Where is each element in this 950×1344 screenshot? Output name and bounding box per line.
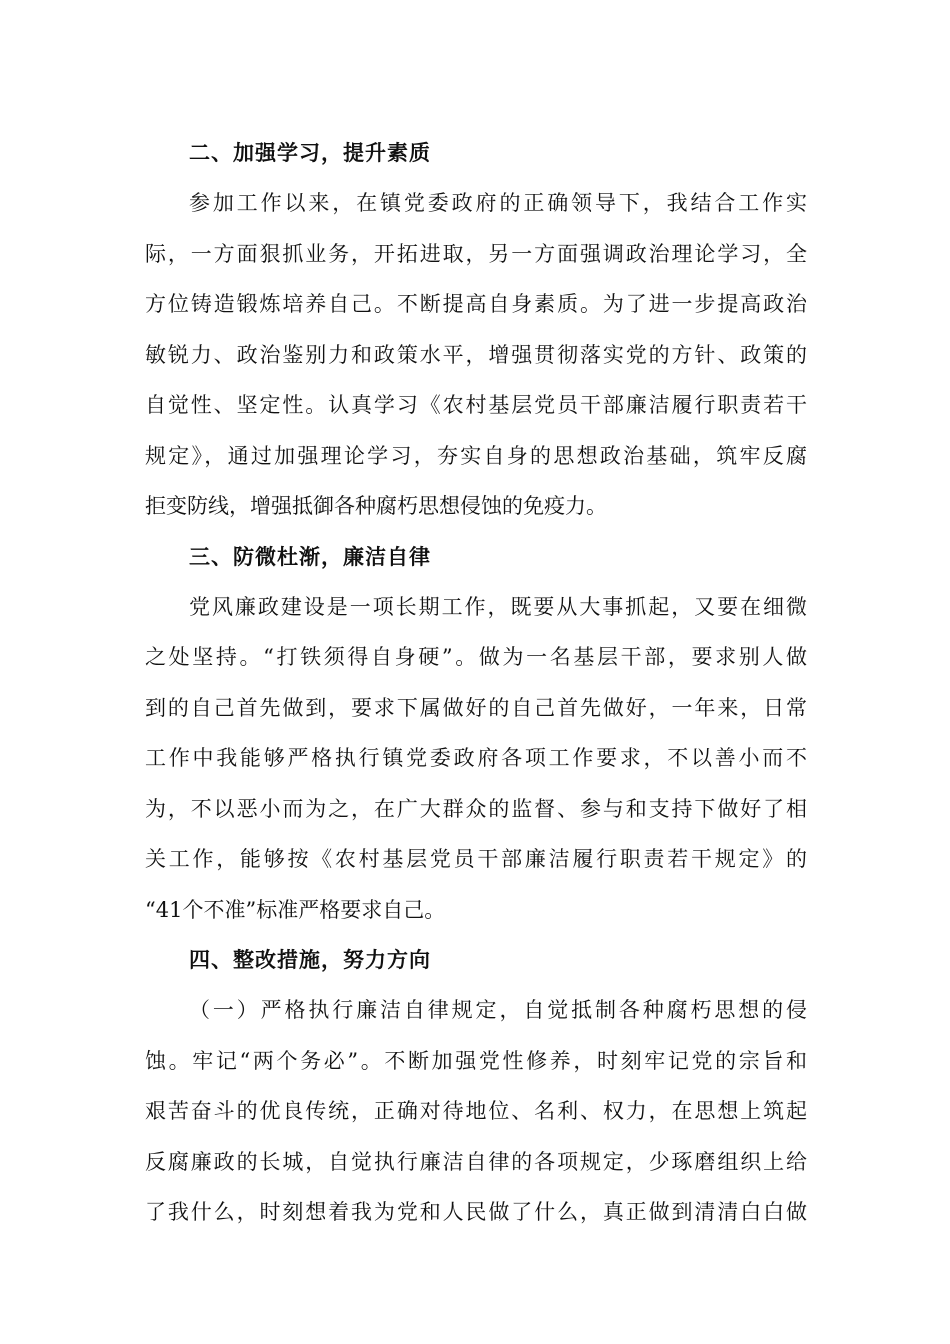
paragraph-line: 之处坚持。“打铁须得自身硬”。做为一名基层干部，要求别人做	[145, 645, 807, 669]
paragraph	[145, 178, 807, 532]
paragraph	[145, 985, 807, 1238]
paragraph-line: 工作中我能够严格执行镇党委政府各项工作要求，不以善小而不	[145, 746, 807, 770]
paragraph-line: 敏锐力、政治鉴别力和政策水平，增强贯彻落实党的方针、政策的	[145, 342, 807, 367]
paragraph-line: 拒变防线，增强抵御各种腐朽思想侵蚀的免疫力。	[145, 494, 607, 518]
section-heading: 三、防微杜渐，廉洁自律	[189, 544, 431, 569]
paragraph-line: 际，一方面狠抓业务，开拓进取，另一方面强调政治理论学习，全	[145, 241, 807, 266]
paragraph-line: 方位铸造锻炼培养自己。不断提高自身素质。为了进一步提高政治	[145, 292, 807, 316]
paragraph	[145, 582, 807, 936]
paragraph-line: 规定》，通过加强理论学习，夯实自身的思想政治基础，筑牢反腐	[145, 443, 807, 468]
paragraph-line: 蚀。牢记“两个务必”。不断加强党性修养，时刻牢记党的宗旨和	[145, 1048, 807, 1073]
paragraph-line: 党风廉政建设是一项长期工作，既要从大事抓起，又要在细微	[189, 594, 807, 619]
section-heading: 四、整改措施，努力方向	[189, 948, 431, 972]
paragraph-line: 到的自己首先做到，要求下属做好的自己首先做好，一年来，日常	[145, 695, 807, 720]
paragraph-line: 为，不以恶小而为之，在广大群众的监督、参与和支持下做好了相	[145, 796, 807, 821]
paragraph-line: （一）严格执行廉洁自律规定，自觉抵制各种腐朽思想的侵	[189, 998, 807, 1022]
paragraph-line: 艰苦奋斗的优良传统，正确对待地位、名利、权力，在思想上筑起	[145, 1099, 807, 1123]
document-body	[145, 128, 807, 1238]
paragraph-line: 了我什么，时刻想着我为党和人民做了什么，真正做到清清白白做	[145, 1200, 807, 1224]
section-heading: 二、加强学习，提升素质	[189, 141, 431, 165]
paragraph-line: 参加工作以来，在镇党委政府的正确领导下，我结合工作实	[189, 191, 807, 215]
paragraph-line: “41个不准”标准严格要求自己。	[145, 897, 446, 922]
paragraph-line: 反腐廉政的长城，自觉执行廉洁自律的各项规定，少琢磨组织上给	[145, 1149, 807, 1174]
paragraph-line: 自觉性、坚定性。认真学习《农村基层党员干部廉洁履行职责若干	[145, 393, 807, 417]
paragraph-line: 关工作，能够按《农村基层党员干部廉洁履行职责若干规定》的	[145, 847, 807, 871]
